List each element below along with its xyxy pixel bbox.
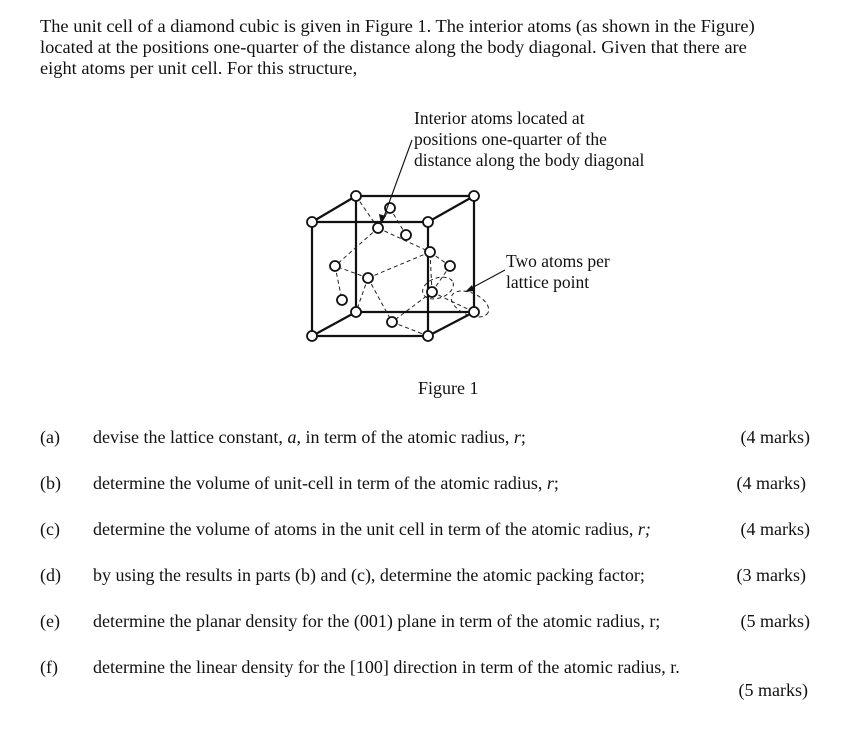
variable-r: r xyxy=(513,427,521,447)
question-f xyxy=(40,655,820,703)
intro-paragraph xyxy=(40,16,830,79)
question-text-part: , in term of the atomic radius, xyxy=(296,427,514,447)
bond-line xyxy=(430,252,432,292)
question-text-part: determine the volume of unit-cell in term of the atomic radius, xyxy=(93,473,547,493)
corner-atom xyxy=(469,191,479,201)
cube-edge xyxy=(428,196,474,222)
question-text-part: determine the volume of atoms in the unit cell in term of the atomic radius, xyxy=(93,519,638,539)
callout-leader-line xyxy=(382,140,412,222)
question-text-part: ; xyxy=(520,427,526,447)
face-atom xyxy=(401,230,411,240)
cube-edge xyxy=(312,196,356,222)
corner-atom xyxy=(351,191,361,201)
question-text xyxy=(93,425,526,449)
variable-a: a xyxy=(287,427,297,447)
question-label: (a) xyxy=(40,427,60,447)
question-marks: (5 marks) xyxy=(740,611,810,631)
question-marks: (4 marks) xyxy=(740,519,810,539)
face-atom xyxy=(425,247,435,257)
callout-line: Interior atoms located at xyxy=(414,108,585,128)
question-label: (d) xyxy=(40,565,61,585)
callout-arrowhead xyxy=(465,285,474,292)
question-a xyxy=(40,425,820,449)
callout-line: lattice point xyxy=(506,272,590,292)
diamond-cubic-figure xyxy=(300,100,720,360)
face-atom xyxy=(385,203,395,213)
callout-line: positions one-quarter of the xyxy=(414,129,607,149)
question-text: by using the results in parts (b) and (c), determine the atomic packing factor; xyxy=(93,565,645,585)
question-label: (b) xyxy=(40,473,61,493)
corner-atom xyxy=(307,331,317,341)
question-text xyxy=(93,517,651,541)
question-e xyxy=(40,609,820,633)
bond-line xyxy=(368,252,430,278)
intro-line-3: eight atoms per unit cell. For this structure, xyxy=(40,58,358,78)
interior-atom xyxy=(363,273,373,283)
question-label: (e) xyxy=(40,611,60,631)
question-text-part: ; xyxy=(553,473,559,493)
interior-atom xyxy=(373,223,383,233)
question-c xyxy=(40,517,820,541)
question-label: (c) xyxy=(40,519,60,539)
cube-edge xyxy=(428,312,474,336)
figure-caption: Figure 1 xyxy=(418,378,479,398)
face-atom xyxy=(330,261,340,271)
question-text: determine the linear density for the [100] direction in term of the atomic radius, r. xyxy=(93,657,680,677)
corner-atom xyxy=(351,307,361,317)
question-marks: (3 marks) xyxy=(736,565,806,585)
interior-atoms-callout xyxy=(414,108,644,171)
corner-atom xyxy=(423,331,433,341)
corner-atom xyxy=(469,307,479,317)
corner-atom xyxy=(423,217,433,227)
cube-edge xyxy=(312,312,356,336)
callout-line: Two atoms per xyxy=(506,251,610,271)
face-atom xyxy=(387,317,397,327)
variable-r: r; xyxy=(637,519,651,539)
intro-line-1: The unit cell of a diamond cubic is given in Figure 1. The interior atoms (as shown in the Figure) xyxy=(40,16,755,36)
question-marks: (5 marks) xyxy=(738,680,808,700)
lattice-point-pair-outline xyxy=(420,273,457,303)
question-marks: (4 marks) xyxy=(740,427,810,447)
corner-atom xyxy=(307,217,317,227)
question-b xyxy=(40,471,820,495)
callout-line: distance along the body diagonal xyxy=(414,150,645,170)
question-label: (f) xyxy=(40,657,58,677)
lattice-point-callout xyxy=(506,251,610,293)
question-text: determine the planar density for the (001) plane in term of the atomic radius, r; xyxy=(93,611,661,631)
question-d xyxy=(40,563,820,587)
question-text-part: devise the lattice constant, xyxy=(93,427,288,447)
variable-r: r xyxy=(546,473,554,493)
interior-atom xyxy=(337,295,347,305)
face-atom xyxy=(445,261,455,271)
question-text xyxy=(93,471,559,495)
bond-line xyxy=(368,278,392,322)
question-marks: (4 marks) xyxy=(736,473,806,493)
interior-atom xyxy=(427,287,437,297)
intro-line-2: located at the positions one-quarter of the distance along the body diagonal. Given that there are xyxy=(40,37,747,57)
bond-line xyxy=(432,292,474,312)
